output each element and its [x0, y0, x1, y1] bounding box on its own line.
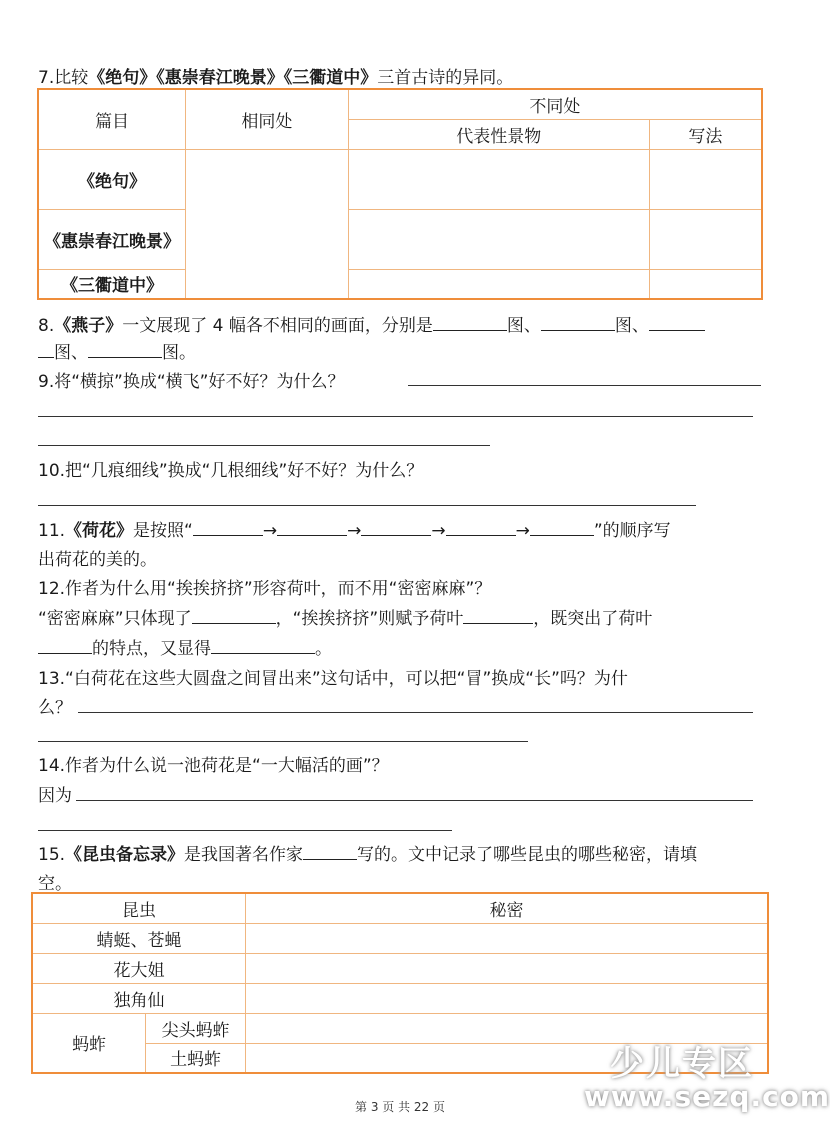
insect-sub-2: 土蚂蚱 — [146, 1043, 246, 1073]
cell-method-2[interactable] — [649, 209, 762, 269]
row-poem-3: 《三衢道中》 — [38, 269, 186, 299]
answer-line[interactable] — [38, 741, 528, 742]
q13-line2: 么？ — [38, 698, 72, 718]
answer-line[interactable] — [38, 445, 490, 446]
secret-cell-1[interactable] — [245, 923, 768, 953]
q7-titles: 《绝句》《惠崇春江晚景》《三衢道中》 — [88, 68, 378, 88]
answer-blank[interactable] — [88, 341, 162, 358]
answer-blank[interactable] — [361, 519, 431, 536]
answer-line[interactable] — [408, 385, 761, 386]
watermark-logo-text: 少儿专区 — [610, 1044, 754, 1084]
secret-cell-2[interactable] — [245, 953, 768, 983]
answer-blank[interactable] — [433, 314, 507, 331]
q14-line2: 因为 — [38, 786, 72, 806]
insect-group-grasshopper: 蚂蚱 — [32, 1013, 146, 1073]
answer-line[interactable] — [38, 416, 753, 417]
header-same: 相同处 — [186, 89, 349, 149]
q12-line3: 的特点，又显得 。 — [38, 634, 332, 659]
answer-blank[interactable] — [463, 607, 533, 624]
answer-blank[interactable] — [193, 519, 263, 536]
q11-line2: 出荷花的美的。 — [38, 550, 157, 570]
answer-blank[interactable] — [446, 519, 516, 536]
header-insect: 昆虫 — [32, 893, 245, 923]
secret-cell-3[interactable] — [245, 983, 768, 1013]
header-secret: 秘密 — [245, 893, 768, 923]
cell-method-1[interactable] — [649, 149, 762, 209]
answer-blank[interactable] — [277, 519, 347, 536]
header-method: 写法 — [649, 119, 762, 149]
q15-line1: 15.《昆虫备忘录》是我国著名作家 写的。文中记录了哪些昆虫的哪些秘密，请填 — [38, 845, 698, 865]
cell-same[interactable] — [186, 149, 349, 299]
answer-blank[interactable] — [303, 843, 357, 860]
q10-prompt: 10.把“几痕细线”换成“几根细线”好不好？为什么？ — [38, 461, 424, 481]
q13-line1: 13.“白荷花在这些大圆盘之间冒出来”这句话中，可以把“冒”换成“长”吗？为什 — [38, 669, 628, 689]
answer-line[interactable] — [38, 505, 696, 506]
cell-scene-2[interactable] — [348, 209, 649, 269]
q8-line1: 8.《燕子》一文展现了 4 幅各不相同的画面，分别是 图、 图、 — [38, 311, 705, 336]
header-diff: 不同处 — [348, 89, 762, 119]
answer-blank[interactable] — [38, 341, 54, 358]
insect-row-3: 独角仙 — [32, 983, 245, 1013]
answer-line[interactable] — [78, 712, 753, 713]
row-poem-1: 《绝句》 — [38, 149, 186, 209]
answer-blank[interactable] — [192, 607, 276, 624]
answer-blank[interactable] — [530, 519, 594, 536]
answer-line[interactable] — [38, 830, 452, 831]
poem-comparison-table — [37, 88, 763, 300]
cell-scene-1[interactable] — [348, 149, 649, 209]
answer-blank[interactable] — [541, 314, 615, 331]
q9-prompt: 9.将“横掠”换成“横飞”好不好？为什么？ — [38, 372, 345, 392]
q14-line1: 14.作者为什么说一池荷花是“一大幅活的画”？ — [38, 756, 389, 776]
answer-line[interactable] — [76, 800, 753, 801]
cell-scene-3[interactable] — [348, 269, 649, 299]
q12-line2: “密密麻麻”只体现了 ，“挨挨挤挤”则赋予荷叶 ，既突出了荷叶 — [38, 609, 653, 629]
page-footer: 第 3 页 共 22 页 — [355, 1100, 445, 1114]
insect-sub-1: 尖头蚂蚱 — [146, 1013, 246, 1043]
watermark-url: www.sezq.com — [584, 1080, 830, 1113]
q8-line2: 图、 图。 — [38, 338, 196, 363]
insect-row-1: 蜻蜓、苍蝇 — [32, 923, 245, 953]
q11-line1: 11.《荷花》是按照“ → → → → ”的顺序写 — [38, 521, 671, 541]
cell-method-3[interactable] — [649, 269, 762, 299]
header-title: 篇目 — [38, 89, 186, 149]
q15-line2: 空。 — [38, 874, 72, 894]
answer-blank[interactable] — [211, 637, 315, 654]
answer-blank[interactable] — [649, 314, 705, 331]
answer-blank[interactable] — [38, 637, 92, 654]
header-scene: 代表性景物 — [348, 119, 649, 149]
insect-row-2: 花大姐 — [32, 953, 245, 983]
q7-prompt: 7.比较《绝句》《惠崇春江晚景》《三衢道中》三首古诗的异同。 — [38, 68, 514, 88]
row-poem-2: 《惠崇春江晚景》 — [38, 209, 186, 269]
q12-line1: 12.作者为什么用“挨挨挤挤”形容荷叶，而不用“密密麻麻”？ — [38, 579, 492, 599]
